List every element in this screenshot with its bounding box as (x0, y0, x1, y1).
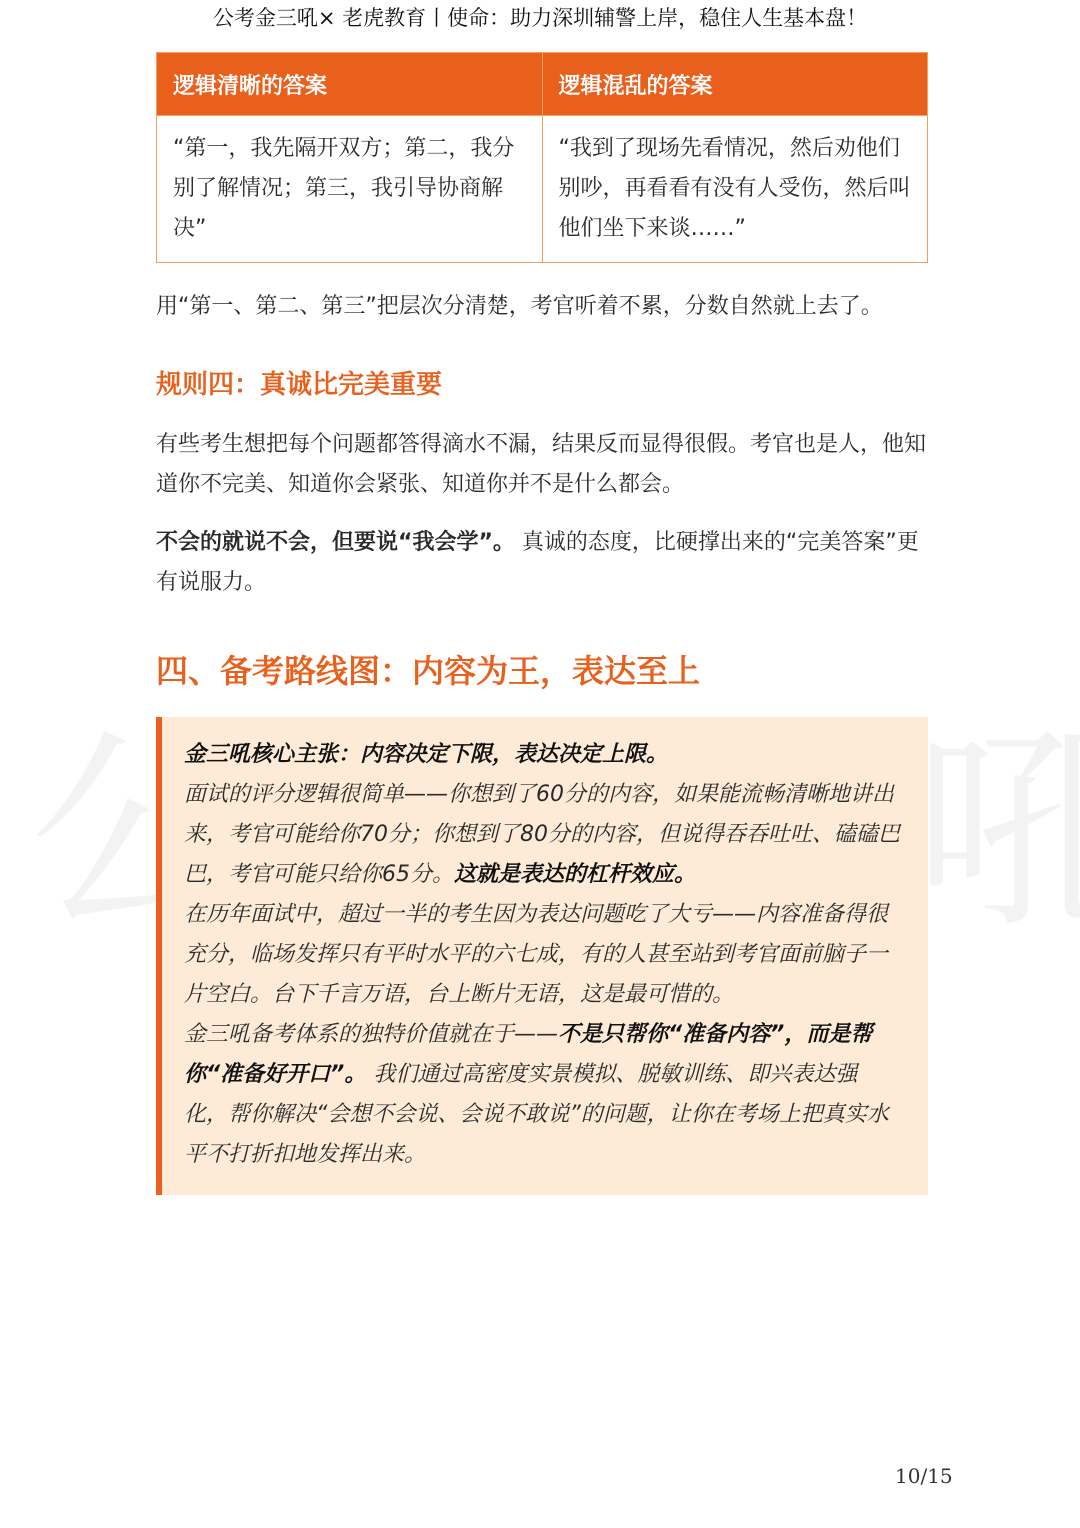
table-header-clear: 逻辑清晰的答案 (157, 53, 543, 116)
table-header-messy: 逻辑混乱的答案 (542, 53, 928, 116)
paragraph-after-table: 用“第一、第二、第三”把层次分清楚，考官听着不累，分数自然就上去了。 (156, 294, 883, 319)
callout-p1-text: 面试的评分逻辑很简单——你想到了60分的内容，如果能流畅清晰地讲出来，考官可能给你70分；你想到了80分的内容，但说得吞吞吐吐、磕磕巴巴，考官可能只给你65分。 (184, 782, 900, 887)
page-number: 10/15 (895, 1464, 953, 1488)
page-content (156, 52, 928, 1195)
callout-p3-text-a: 金三吼备考体系的独特价值就在于—— (184, 1022, 559, 1047)
callout-paragraph-2: 在历年面试中，超过一半的考生因为表达问题吃了大亏——内容准备得很充分，临场发挥只有平时水平的六七成，有的人甚至站到考官面前脑子一片空白。台下千言万语，台上断片无语，这是最可惜的。 (184, 902, 889, 1007)
callout-paragraph-3 (184, 1015, 900, 1175)
callout-heading (184, 735, 900, 775)
table-header-row (157, 53, 928, 116)
callout-heading-text: 金三吼核心主张：内容决定下限，表达决定上限。 (184, 742, 669, 767)
table-row (157, 116, 928, 263)
page-header: 公考金三吼× 老虎教育丨使命：助力深圳辅警上岸，稳住人生基本盘！ (212, 6, 868, 30)
callout-paragraph-1 (184, 775, 900, 895)
rule4-paragraph-2 (156, 523, 928, 603)
callout-p3-bold: 不是只帮你“准备内容”，而是帮你“准备好开口”。 (184, 1022, 873, 1087)
table-cell-clear: “第一，我先隔开双方；第二，我分别了解情况；第三，我引导协商解决” (157, 116, 543, 263)
callout-p3-text-b: 我们通过高密度实景模拟、脱敏训练、即兴表达强化，帮你解决“会想不会说、会说不敢说”的问题，让你在考场上把真实水平不打折扣地发挥出来。 (184, 1062, 889, 1167)
rule4-title: 规则四：真诚比完美重要 (156, 370, 443, 400)
comparison-table (156, 52, 928, 263)
section4-title: 四、备考路线图：内容为王，表达至上 (156, 652, 701, 690)
rule4-paragraph-1: 有些考生想把每个问题都答得滴水不漏，结果反而显得很假。考官也是人，他知道你不完美、知道你会紧张、知道你并不是什么都会。 (156, 432, 927, 497)
table-cell-messy: “我到了现场先看情况，然后劝他们别吵，再看看有没有人受伤，然后叫他们坐下来谈……” (542, 116, 928, 263)
rule4-bold-text: 不会的就说不会，但要说“我会学”。 (156, 530, 515, 555)
rule4-rest-text: 真诚的态度，比硬撑出来的“完美答案”更有说服力。 (156, 530, 919, 595)
callout-p1-bold: 这就是表达的杠杆效应。 (454, 862, 697, 887)
core-claim-callout (156, 717, 928, 1195)
